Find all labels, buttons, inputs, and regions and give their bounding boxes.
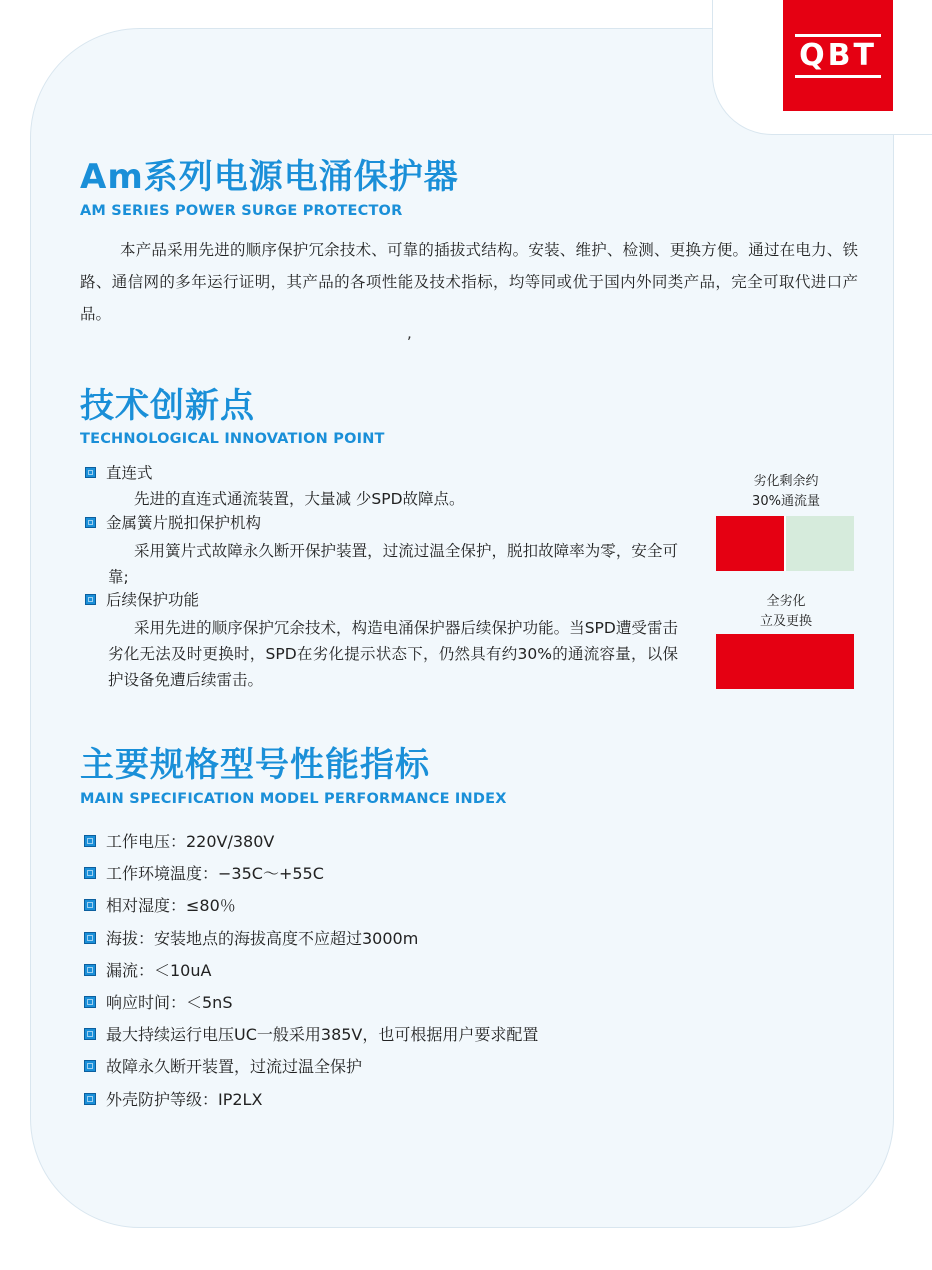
caption-line: 立及更换 xyxy=(759,614,812,629)
spec-item xyxy=(84,890,538,922)
spec-text: 相对湿度：≤80％ xyxy=(106,896,236,916)
spec-item xyxy=(84,987,538,1019)
spec-text: 响应时间：＜5nS xyxy=(106,992,233,1012)
feature-title-text: 直连式 xyxy=(106,464,153,482)
degradation-indicator-partial xyxy=(716,516,854,571)
spec-item xyxy=(84,955,538,987)
square-bullet-icon xyxy=(84,1028,96,1040)
page-subtitle: AM SERIES POWER SURGE PROTECTOR xyxy=(80,203,403,219)
spec-text: 最大持续运行电压UC一般采用385V，也可根据用户要求配置 xyxy=(106,1025,539,1045)
feature-title-text: 后续保护功能 xyxy=(106,591,200,609)
square-bullet-icon xyxy=(84,899,96,911)
caption-line: 劣化剩余约 xyxy=(753,474,819,489)
intro-paragraph: 本产品采用先进的顺序保护冗余技术、可靠的插拔式结构。安装、维护、检测、更换方便。通过在电力、铁路、通信网的多年运行证明，其产品的各项性能及技术指标，均等同或优于国内外同类产品，完全可取代进口产品。 xyxy=(80,241,858,323)
square-bullet-icon xyxy=(84,835,96,847)
spec-list xyxy=(84,826,538,1116)
spec-item xyxy=(84,1051,538,1083)
spec-text: 故障永久断开装置，过流过温全保护 xyxy=(106,1057,363,1077)
logo-text: QBT xyxy=(795,34,881,78)
specs-title: 主要规格型号性能指标 xyxy=(80,745,430,785)
spec-item xyxy=(84,1084,538,1116)
indicator-fill xyxy=(716,516,786,571)
spec-text: 工作环境温度：−35C～+55C xyxy=(106,864,324,884)
page-title: Am系列电源电涌保护器 xyxy=(80,157,459,197)
feature-title-text: 金属簧片脱扣保护机构 xyxy=(106,514,262,532)
square-bullet-icon xyxy=(84,1060,96,1072)
innovation-subtitle: TECHNOLOGICAL INNOVATION POINT xyxy=(80,431,385,447)
brand-logo xyxy=(783,0,893,111)
spec-text: 海拔：安装地点的海拔高度不应超过3000m xyxy=(106,928,419,948)
spec-item xyxy=(84,923,538,955)
feature-desc: 采用簧片式故障永久断开保护装置，过流过温全保护，脱扣故障率为零，安全可靠; xyxy=(108,542,678,586)
spec-item xyxy=(84,1019,538,1051)
caption-line: 30%通流量 xyxy=(752,494,820,509)
spec-item xyxy=(84,858,538,890)
indicator-caption xyxy=(716,472,856,512)
stray-mark: , xyxy=(407,324,412,342)
square-bullet-icon xyxy=(85,467,96,478)
feature-desc: 先进的直连式通流装置，大量减 少SPD故障点。 xyxy=(134,490,465,508)
spec-item xyxy=(84,826,538,858)
square-bullet-icon xyxy=(84,867,96,879)
spec-text: 外壳防护等级：IP2LX xyxy=(106,1089,263,1109)
caption-line: 全劣化 xyxy=(766,594,806,609)
feature-title xyxy=(85,513,261,533)
square-bullet-icon xyxy=(84,932,96,944)
degradation-indicator-full xyxy=(716,634,854,689)
indicator-fill xyxy=(716,634,854,689)
indicator-caption xyxy=(716,592,856,632)
indicator-remainder xyxy=(786,516,854,571)
innovation-title: 技术创新点 xyxy=(80,386,255,426)
square-bullet-icon xyxy=(84,1093,96,1105)
spec-text: 工作电压：220V/380V xyxy=(106,832,275,851)
square-bullet-icon xyxy=(84,996,96,1008)
square-bullet-icon xyxy=(85,594,96,605)
feature-title xyxy=(85,590,199,610)
feature-desc: 采用先进的顺序保护冗余技术，构造电涌保护器后续保护功能。当SPD遭受雷击劣化无法及时更换时，SPD在劣化提示状态下，仍然具有约30%的通流容量，以保护设备免遭后续雷击。 xyxy=(108,619,678,689)
specs-subtitle: MAIN SPECIFICATION MODEL PERFORMANCE INDEX xyxy=(80,791,507,807)
square-bullet-icon xyxy=(85,517,96,528)
square-bullet-icon xyxy=(84,964,96,976)
spec-text: 漏流：＜10uA xyxy=(106,960,212,980)
feature-title xyxy=(85,463,153,483)
